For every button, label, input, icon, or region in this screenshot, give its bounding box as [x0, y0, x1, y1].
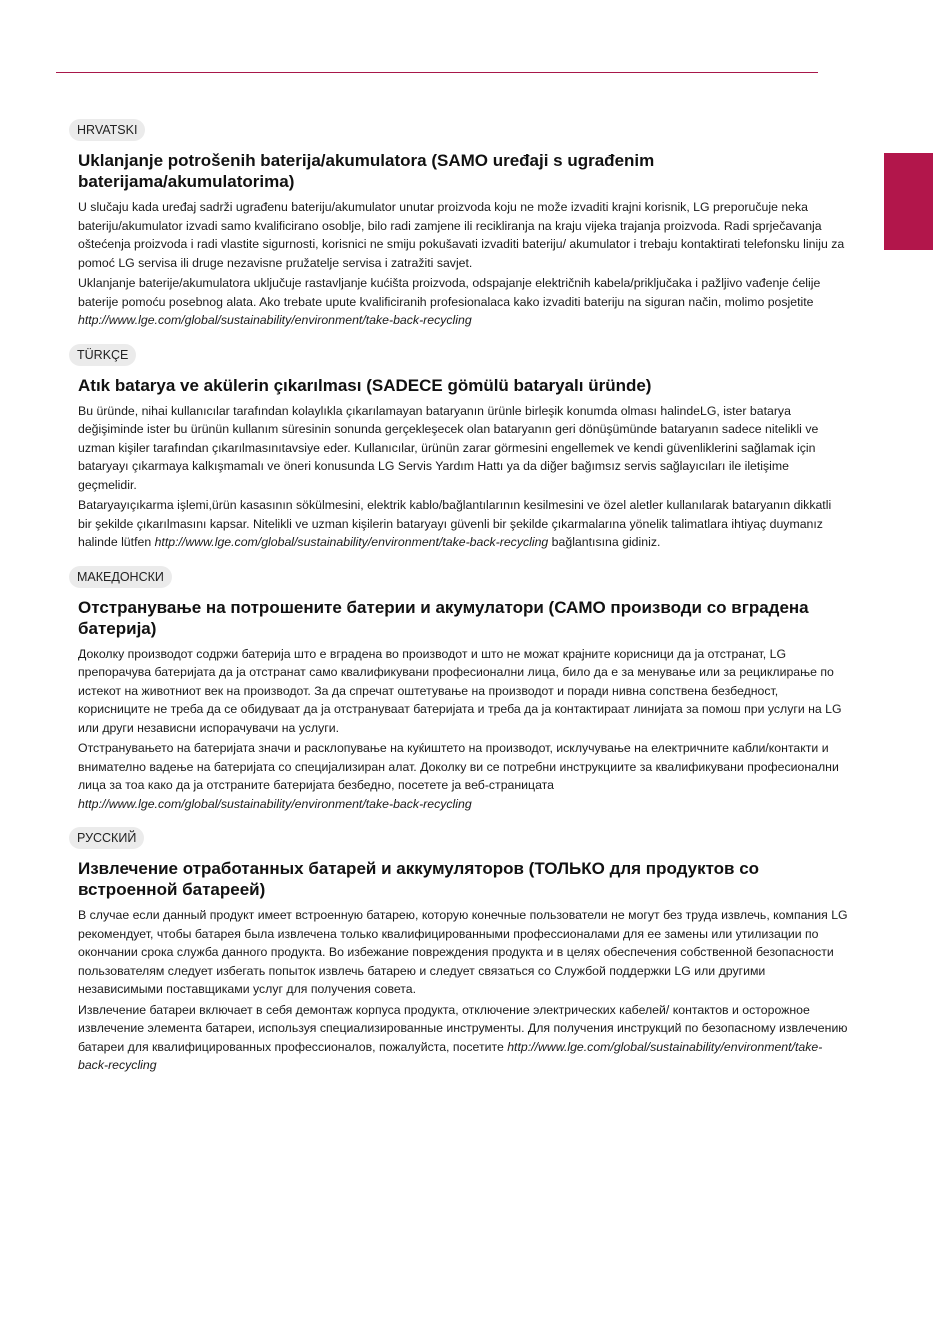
language-label: TÜRKÇE [69, 344, 136, 366]
paragraph-text: Bataryayıçıkarma işlemi,ürün kasasının sökülmesini, elektrik kablo/bağlantılarının kesilmesini ve özel aletler kullanılarak bataryanın dikkatli bir şekilde çıkarılmasını kapsar. Nitelikli ve uzman kişilerin bataryayı güvenli bir şekilde çıkarmalarına yönelik talimatlara ihtiyaç duymanız halinde lütfen [78, 498, 832, 549]
paragraph-text: bağlantısına gidiniz. [548, 535, 661, 549]
section-turkce [78, 344, 848, 552]
paragraph: Bu üründe, nihai kullanıcılar tarafından kolaylıkla çıkarılamayan bataryanın ürünle birleşik konumda olması halindeLG, ister batarya değişiminde ister bu ürünün kullanım süresinin sonunda gerçekleşecek olan bataryanın geri dönüşümünde bataryanın sadece nitelikli ve uzman kişiler tarafından çıkarılmasınıtavsiye eder. Kullanıcılar, ürünün zarar görmesini engellemek ve kendi güvenliklerini sağlamak için bataryayı çıkarmaya kalkışmamalı ve öneri konusunda LG Servis Yardım Hattı ya da diğer bağımsız servis sağlayıcıları ile iletişime geçmelidir. [78, 403, 819, 492]
top-rule [56, 72, 818, 73]
paragraph-text: Отстранувањето на батеријата значи и расклопување на куќиштето на производот, исклучување на електричните кабли/контакти и внимателно вадење на батеријата со специјализиран алат. Доколку ви се потребни инструкциите за квалификувани професионални лица за тоа како да ја отстраните батеријата безбедно, посетете ја веб-страницата [78, 741, 839, 792]
section-heading: Atık batarya ve akülerin çıkarılması (SADECE gömülü bataryalı üründe) [78, 375, 652, 395]
paragraph-text: Uklanjanje baterije/akumulatora uključuje rastavljanje kućišta proizvoda, odspajanje električnih kabela/priključaka i pažljivo vađenje ćelije baterije pomoću posebnog alata. Ako trebate upute kvalificiranih profesionalaca kako izvaditi bateriju na siguran način, molimo posjetite [78, 276, 821, 309]
paragraph-text: Извлечение батареи включает в себя демонтаж корпуса продукта, отключение электрических кабелей/ контактов и осторожное извлечение элемента батареи, используя специализированные инструменты. Для получения инструкций по безопасному извлечению батареи для квалифицированных профессионалов, пожалуйста, посетите [78, 1002, 848, 1054]
language-label: МАКЕДОНСКИ [69, 566, 172, 588]
paragraph: Доколку производот содржи батерија што е вградена во производот и што не можат крајните корисници да ја отстранат, LG препорачува батеријата да ја отстранат само квалификувани професионални лица, било да е за менување или за рециклирање по истекот на животниот век на производот. За да спречат оштетување на производот и поради нивна сопствена безбедност, корисниците не треба да се обидуваат да ја отстрануваат батеријата и треба да ја контактираат линијата за помош при услуги на LG или други независни испорачувачи на услуги. [78, 646, 842, 735]
section-makedonski [78, 566, 848, 814]
paragraph [78, 274, 848, 330]
section-heading: Извлечение отработанных батарей и аккумуляторов (ТОЛЬКО для продуктов со встроенной батареей) [78, 859, 760, 899]
language-label: РУССКИЙ [69, 827, 144, 849]
recycling-link[interactable]: http://www.lge.com/global/sustainability/environment/take-back-recycling [78, 313, 472, 327]
paragraph: В случае если данный продукт имеет встроенную батарею, которую конечные пользователи не могут без труда извлечь, компания LG рекомендует, чтобы батарея была извлечена только квалифицированными профессионалами для ее замены или утилизации по окончании срока служба данного продукта. Во избежание повреждения продукта и в целях обеспечения собственной безопасности пользователям следует избегать попыток извлечь батарею и следует связаться со Службой поддержки LG или другими независимыми поставщиками услуг для получения совета. [78, 908, 848, 996]
side-language-tab [884, 153, 933, 250]
recycling-link[interactable]: http://www.lge.com/global/sustainability/environment/take-back-recycling [78, 1039, 823, 1072]
paragraph: U slučaju kada uređaj sadrži ugrađenu bateriju/akumulator unutar proizvoda koju ne može izvaditi krajni korisnik, LG preporučuje neka bateriju/akumulator izvadi samo kvalificirano osoblje, bilo radi zamjene ili recikliranja na kraju vijeka trajanja proizvoda. Radi sprječavanja oštećenja proizvoda i radi vlastite sigurnosti, korisnici ne smiju pokušavati izvaditi bateriju/ akumulator i trebaju kontaktirati telefonsku liniju za pomoć LG servisa ili druge nezavisne pružatelje servisa i zatražiti savjet. [78, 200, 845, 270]
section-heading: Отстранување на потрошените батерии и акумулатори (САМО производи со вградена батерија) [78, 597, 809, 638]
section-heading: Uklanjanje potrošenih baterija/akumulatora (SAMO uređaji s ugrađenim baterijama/akumulatorima) [78, 151, 655, 191]
recycling-link[interactable]: http://www.lge.com/global/sustainability/environment/take-back-recycling [78, 796, 472, 811]
section-hrvatski [78, 119, 848, 330]
document-body [78, 119, 848, 1089]
paragraph [78, 739, 848, 813]
section-russkiy [78, 827, 848, 1075]
recycling-link[interactable]: http://www.lge.com/global/sustainability/environment/take-back-recycling [154, 535, 549, 549]
paragraph [78, 496, 848, 552]
paragraph [78, 1001, 848, 1075]
language-label: HRVATSKI [69, 119, 145, 141]
